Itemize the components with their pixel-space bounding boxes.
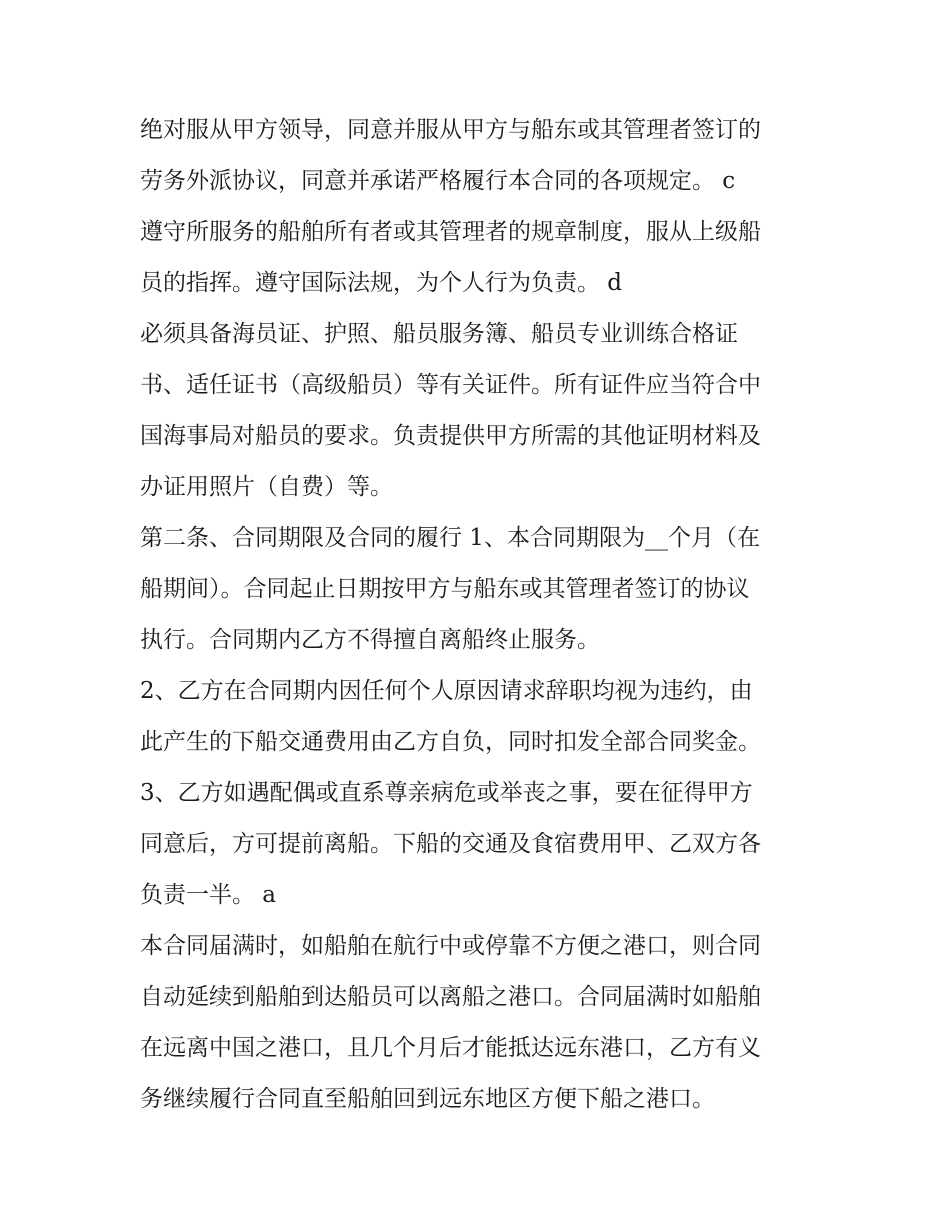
text-line: 自动延续到船舶到达船员可以离船之港口。合同届满时如船舶 xyxy=(140,984,761,1010)
text-line: 此产生的下船交通费用由乙方自负，同时扣发全部合同奖金。 xyxy=(140,729,761,755)
text-line: 3、乙方如遇配偶或直系尊亲病危或举丧之事，要在征得甲方 xyxy=(140,780,753,806)
text-line: 必须具备海员证、护照、船员服务簿、船员专业训练合格证 xyxy=(140,321,738,347)
text-line: 遵守所服务的船舶所有者或其管理者的规章制度，服从上级船 xyxy=(140,219,761,245)
text-line: 劳务外派协议，同意并承诺严格履行本合同的各项规定。 c xyxy=(140,168,736,194)
text-line: 第二条、合同期限及合同的履行 1、本合同期限为__个月（在 xyxy=(140,525,760,551)
text-line: 办证用照片（自费）等。 xyxy=(140,474,393,500)
text-line: 本合同届满时，如船舶在航行中或停靠不方便之港口，则合同 xyxy=(140,933,761,959)
text-line: 2、乙方在合同期内因任何个人原因请求辞职均视为违约，由 xyxy=(140,678,753,704)
document-body xyxy=(140,105,830,1125)
text-line: 员的指挥。遵守国际法规，为个人行为负责。 d xyxy=(140,270,623,296)
text-line: 同意后，方可提前离船。下船的交通及食宿费用甲、乙双方各 xyxy=(140,831,761,857)
text-line: 务继续履行合同直至船舶回到远东地区方便下船之港口。 xyxy=(140,1086,715,1112)
text-line: 国海事局对船员的要求。负责提供甲方所需的其他证明材料及 xyxy=(140,423,761,449)
text-line: 书、适任证书（高级船员）等有关证件。所有证件应当符合中 xyxy=(140,372,761,398)
text-line: 在远离中国之港口，且几个月后才能抵达远东港口，乙方有义 xyxy=(140,1035,761,1061)
text-line: 船期间）。合同起止日期按甲方与船东或其管理者签订的协议 xyxy=(140,576,750,602)
text-line: 负责一半。 a xyxy=(140,882,277,908)
text-line: 绝对服从甲方领导，同意并服从甲方与船东或其管理者签订的 xyxy=(140,117,761,143)
text-line: 执行。合同期内乙方不得擅自离船终止服务。 xyxy=(140,627,600,653)
